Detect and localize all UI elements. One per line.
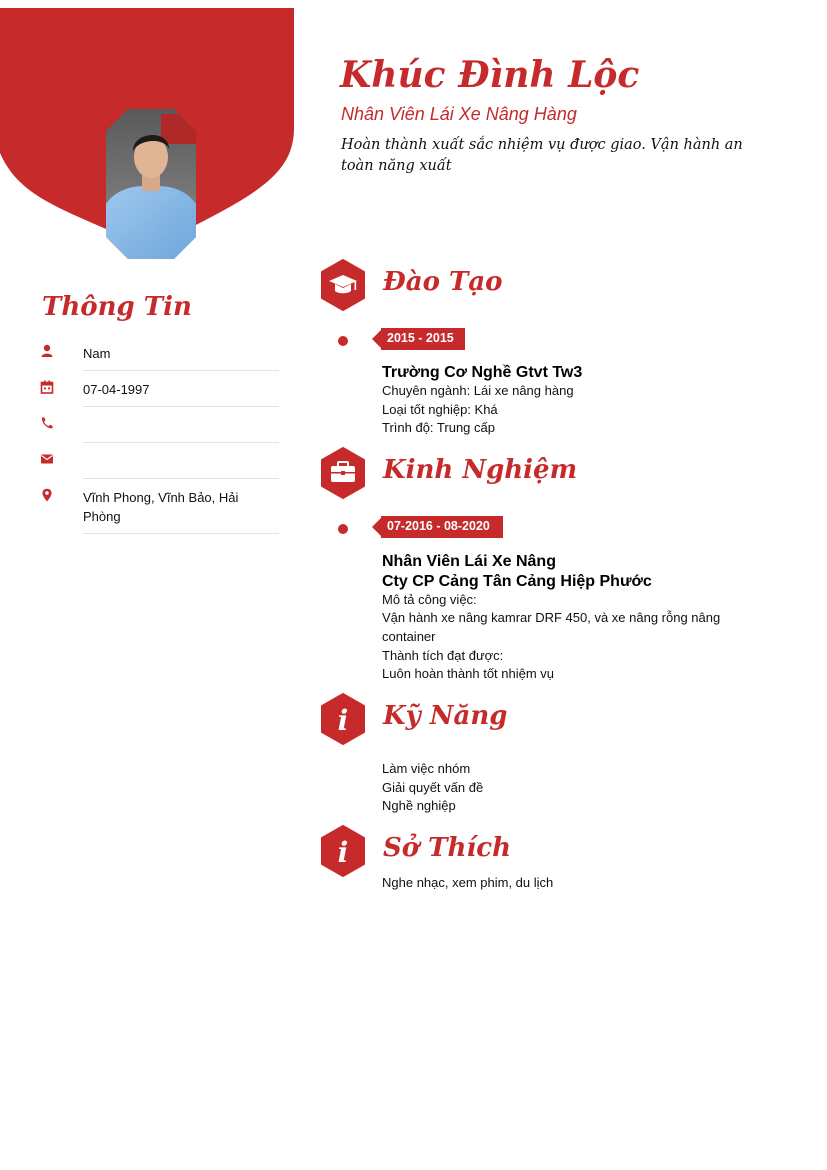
divider (83, 478, 279, 479)
info-icon (320, 825, 366, 877)
experience-position: Nhân Viên Lái Xe Nâng (382, 553, 556, 570)
skill-item: Nghề nghiệp (382, 798, 456, 813)
career-objective: Hoàn thành xuất sắc nhiệm vụ được giao. Vận hành an toàn năng xuất (341, 137, 743, 174)
experience-detail: Vận hành xe nâng kamrar DRF 450, và xe nâng rỗng nâng (382, 610, 721, 625)
skill-item: Làm việc nhóm (382, 761, 471, 776)
hobbies-text: Nghe nhạc, xem phim, du lịch (382, 875, 554, 890)
education-detail: Trình độ: Trung cấp (382, 420, 495, 435)
education-section-title: Đào Tạo (383, 267, 503, 297)
experience-detail: container (382, 629, 436, 644)
avatar (106, 109, 196, 259)
experience-detail: Thành tích đạt được: (382, 648, 504, 663)
divider (83, 533, 279, 534)
timeline-dot (338, 336, 348, 346)
divider (83, 370, 279, 371)
job-title: Nhân Viên Lái Xe Nâng Hàng (341, 104, 577, 124)
experience-detail: Luôn hoàn thành tốt nhiệm vụ (382, 666, 555, 681)
experience-company: Cty CP Cảng Tân Cảng Hiệp Phước (382, 573, 652, 590)
email-icon (40, 452, 54, 466)
info-section-title: Thông Tin (42, 292, 192, 322)
education-detail: Chuyên ngành: Lái xe nâng hàng (382, 383, 574, 398)
hobbies-section-title: Sở Thích (383, 833, 512, 863)
info-birthday-value: 07-04-1997 (83, 382, 150, 397)
info-icon (320, 693, 366, 745)
education-date-end: 2015 (425, 331, 454, 345)
experience-date-end: 08-2020 (443, 519, 490, 533)
education-date-start: 2015 (387, 331, 415, 345)
calendar-icon (40, 380, 54, 394)
divider (83, 406, 279, 407)
info-address-value: Vĩnh Phong, Vĩnh Bảo, Hải Phòng (83, 490, 239, 524)
info-gender-value: Nam (83, 346, 111, 361)
map-marker-icon (40, 488, 54, 502)
divider (83, 442, 279, 443)
experience-date-start: 07-2016 (387, 519, 433, 533)
svg-text:i: i (337, 704, 349, 737)
user-icon (40, 344, 54, 358)
experience-section-title: Kinh Nghiệm (383, 455, 578, 485)
briefcase-icon (320, 447, 366, 499)
phone-icon (40, 416, 54, 430)
graduation-cap-icon (320, 259, 366, 311)
education-detail: Loại tốt nghiệp: Khá (382, 402, 498, 417)
timeline-dot (338, 524, 348, 534)
skills-section-title: Kỹ Năng (383, 701, 508, 731)
skill-item: Giải quyết vấn đề (382, 780, 484, 795)
experience-detail: Mô tả công việc: (382, 592, 477, 607)
education-school: Trường Cơ Nghề Gtvt Tw3 (382, 364, 583, 381)
svg-text:i: i (337, 836, 349, 869)
candidate-name: Khúc Đình Lộc (340, 54, 640, 96)
